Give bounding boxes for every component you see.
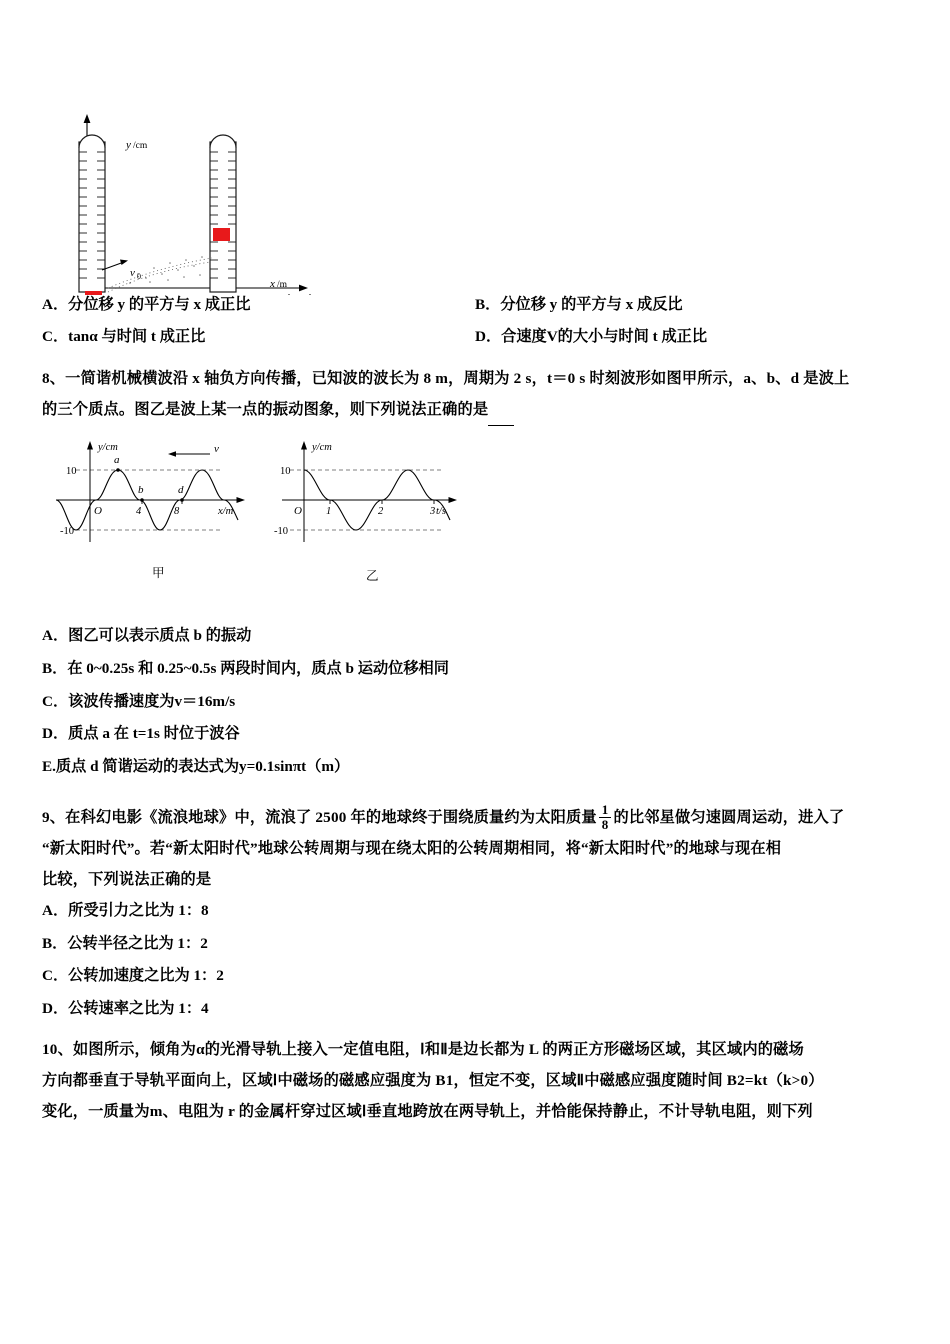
wave-right-x-axis: t/s — [436, 506, 446, 518]
q9-choice-b[interactable]: B．公转半径之比为 1：2 — [42, 934, 208, 952]
wave-left-x-axis: x/m — [218, 506, 234, 518]
wave-left-y-tick-neg10: -10 — [60, 526, 74, 538]
wave-left-y-axis: y/cm — [98, 442, 118, 454]
wave-left-point-a: a — [114, 454, 120, 467]
wave-left-y-tick-10: 10 — [66, 466, 77, 478]
q9-stem-line1-before: 9、在科幻电影《流浪地球》中，流浪了 2500 年的地球终于围绕质量约为太阳质量 — [42, 808, 597, 826]
wave-right-y-tick-10: 10 — [280, 466, 291, 478]
figure-apparatus — [42, 30, 908, 295]
q9-choice-c[interactable]: C．公转加速度之比为 1：2 — [42, 967, 224, 985]
q7-choices-row2 — [42, 321, 908, 353]
fig1-x-label: x — [270, 278, 275, 290]
wave-graph-right — [274, 441, 457, 583]
q8-stem-line2 — [42, 394, 908, 426]
q9-fraction-numerator: 1 — [601, 802, 609, 818]
apparatus-svg — [42, 30, 908, 295]
q8-stem-line1: 8、一简谐机械横波沿 x 轴负方向传播，已知波的波长为 8 m，周期为 2 s，t＝0 s 时刻波形如图甲所示，a、b、d 是波上 — [42, 369, 850, 387]
q9-stem-line1-after: 的比邻星做匀速圆周运动，进入了 — [613, 808, 845, 826]
q8-choice-e[interactable]: E.质点 d 简谐运动的表达式为y=0.1sinπt（m） — [42, 757, 350, 775]
wave-right-y-tick-neg10: -10 — [274, 526, 288, 538]
q9-stem-line2: “新太阳时代”。若“新太阳时代”地球公转周期与现在绕太阳的公转周期相同，将“新太阳时代”的地球与现在相 — [42, 839, 782, 857]
wave-right-caption: 乙 — [366, 569, 379, 584]
q8-choice-c[interactable]: C．该波传播速度为v＝16m/s — [42, 692, 236, 710]
page-content — [42, 30, 908, 1127]
wave-left-origin: O — [94, 505, 102, 518]
q9-stem-line1 — [42, 802, 908, 833]
wave-right-origin: O — [294, 505, 302, 518]
wave-right-y-axis: y/cm — [312, 442, 332, 454]
wave-graph-left — [56, 441, 245, 580]
q7-choice-c[interactable]: C．tanα 与时间 t 成正比 — [42, 327, 206, 345]
figure-waveforms — [42, 432, 908, 612]
q9-choice-d[interactable]: D．公转速率之比为 1：4 — [42, 1000, 209, 1017]
fig1-x-unit: /m — [277, 280, 288, 290]
wave-left-point-d: d — [178, 484, 184, 497]
wave-left-x-tick-8: 8 — [174, 506, 180, 518]
waveforms-svg — [42, 432, 908, 612]
q9-fraction-denominator: 8 — [599, 817, 612, 832]
fig1-y-label: y — [126, 139, 131, 151]
q8-stem-line2-text: 的三个质点。图乙是波上某一点的振动图象，则下列说法正确的是 — [42, 401, 489, 418]
wave-left-caption: 甲 — [152, 566, 165, 581]
q7-choice-d[interactable]: D．合速度V的大小与时间 t 成正比 — [475, 327, 708, 345]
fig1-v0-sub: 0 — [137, 272, 141, 281]
q7-choice-b[interactable]: B．分位移 y 的平方与 x 成反比 — [475, 296, 683, 313]
wave-right-x-tick-2: 2 — [378, 506, 384, 518]
wave-left-x-tick-4: 4 — [136, 506, 142, 518]
q10-stem-line1: 10、如图所示，倾角为α的光滑导轨上接入一定值电阻，Ⅰ和Ⅱ是边长都为 L 的两正方形磁场区域，其区域内的磁场 — [42, 1040, 804, 1058]
q10-stem-line2: 方向都垂直于导轨平面向上，区域Ⅰ中磁场的磁感应强度为 B1，恒定不变，区域Ⅱ中磁感应强度随时间 B2=kt（k>0） — [42, 1071, 824, 1089]
wave-left-v-label: v — [214, 443, 219, 456]
q8-choice-d[interactable]: D．质点 a 在 t=1s 时位于波谷 — [42, 725, 240, 743]
q8-choice-b[interactable]: B．在 0~0.25s 和 0.25~0.5s 两段时间内，质点 b 运动位移相同 — [42, 659, 449, 677]
q9-stem-line3: 比较，下列说法正确的是 — [42, 870, 212, 888]
wave-left-point-b: b — [138, 484, 144, 497]
q9-fraction — [599, 803, 612, 831]
wave-right-x-tick-1: 1 — [326, 506, 332, 518]
fig1-v0-label: v — [130, 267, 135, 279]
q8-choice-a[interactable]: A．图乙可以表示质点 b 的振动 — [42, 627, 252, 645]
fig1-y-unit: /cm — [133, 141, 148, 151]
wave-right-x-tick-3: 3 — [430, 506, 436, 518]
q7-choice-a[interactable]: A．分位移 y 的平方与 x 成正比 — [42, 296, 251, 313]
q9-choice-a[interactable]: A．所受引力之比为 1：8 — [42, 901, 209, 919]
q10-stem-line3: 变化，一质量为m、电阻为 r 的金属杆穿过区域Ⅰ垂直地跨放在两导轨上，并恰能保持静止，不计导轨电阻，则下列 — [42, 1102, 813, 1120]
